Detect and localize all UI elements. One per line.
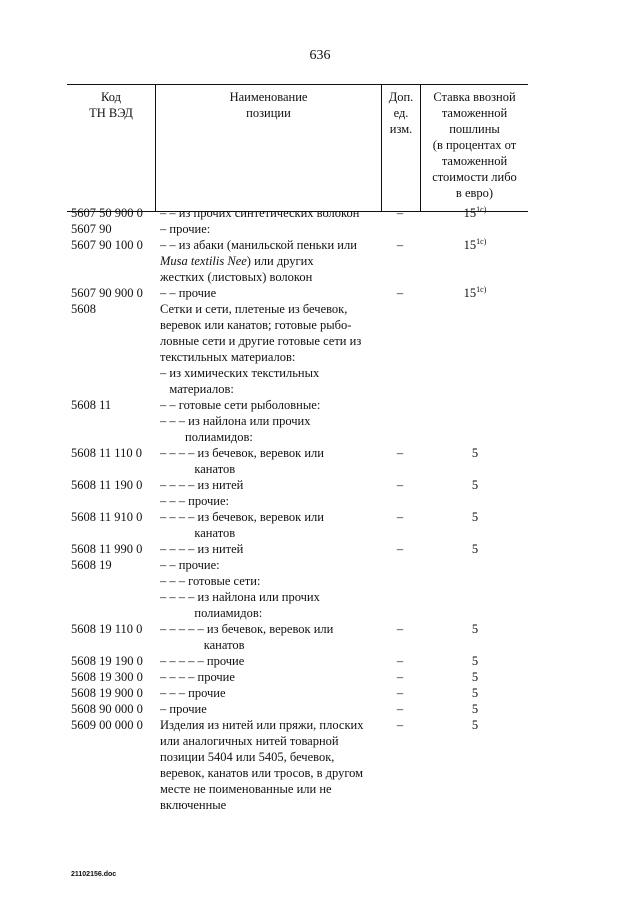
- row-rate: [422, 621, 528, 637]
- row-code: 5608 19 110 0: [71, 622, 143, 636]
- row-name: [160, 509, 375, 541]
- header-name: [156, 89, 381, 121]
- row-name-line: – – – прочие:: [160, 494, 229, 508]
- rate-value: 5: [471, 510, 479, 524]
- row-unit: –: [396, 718, 404, 732]
- table-row: [0, 573, 640, 589]
- rate-value: 15: [463, 286, 477, 300]
- row-unit: –: [396, 206, 404, 220]
- row-unit: –: [396, 478, 404, 492]
- header-name-line: позиции: [246, 106, 291, 120]
- table-row: [0, 685, 640, 701]
- table-row: [0, 301, 640, 397]
- rate-value: 5: [471, 622, 479, 636]
- rate-value: 5: [471, 686, 479, 700]
- row-name-line: – – – – – прочие: [160, 654, 245, 668]
- row-name: [160, 717, 375, 813]
- row-name-line: – – – – из бечевок, веревок или: [160, 510, 324, 524]
- rate-value: 5: [471, 702, 479, 716]
- row-name: [160, 621, 375, 653]
- row-name-line: Сетки и сети, плетеные из бечевок,: [160, 302, 348, 316]
- row-name-line: Изделия из нитей или пряжи, плоских: [160, 718, 364, 732]
- row-name-line: – прочие: [160, 702, 207, 716]
- table-row: [0, 541, 640, 557]
- header-code-line: Код: [101, 90, 121, 104]
- row-name-line: – прочие:: [160, 222, 211, 236]
- rate-value: 5: [471, 670, 479, 684]
- row-unit: –: [396, 446, 404, 460]
- header-code-line: ТН ВЭД: [89, 106, 133, 120]
- row-name-line: канатов: [160, 638, 245, 652]
- header-rate-line: в евро): [455, 186, 494, 200]
- rate-value: 5: [471, 654, 479, 668]
- row-name-line: полиамидов:: [160, 430, 253, 444]
- row-code: 5607 90 900 0: [71, 286, 143, 300]
- header-rate-line: таможенной: [441, 154, 508, 168]
- table-row: [0, 701, 640, 717]
- rate-value: 15: [463, 206, 477, 220]
- row-name-line: позиции 5404 или 5405, бечевок,: [160, 750, 335, 764]
- rate-value: 5: [471, 478, 479, 492]
- header-unit-line: Доп.: [388, 90, 414, 104]
- header-rate-line: пошлины: [449, 122, 500, 136]
- row-name-line: – – прочие: [160, 286, 217, 300]
- table-row: [0, 669, 640, 685]
- table-row: [0, 397, 640, 445]
- row-name-line: – – – – – из бечевок, веревок или: [160, 622, 334, 636]
- row-name-line: полиамидов:: [160, 606, 263, 620]
- table-row: [0, 717, 640, 813]
- row-name-line: – – – из найлона или прочих: [160, 414, 311, 428]
- row-name: [160, 221, 375, 237]
- header-rate-line: стоимости либо: [432, 170, 517, 184]
- row-unit: –: [396, 654, 404, 668]
- row-name: [160, 557, 375, 573]
- row-unit: –: [396, 702, 404, 716]
- row-unit: –: [396, 286, 404, 300]
- row-name-line: – – – – из найлона или прочих: [160, 590, 320, 604]
- row-code: 5608 11 110 0: [71, 446, 142, 460]
- row-name: [160, 237, 375, 285]
- row-name-line: веревок или канатов; готовые рыбо-: [160, 318, 352, 332]
- row-code: 5608: [71, 302, 96, 316]
- row-name: [160, 573, 375, 589]
- header-unit: [382, 89, 420, 137]
- row-code: 5608 19 300 0: [71, 670, 143, 684]
- row-name-line: Musa textilis Nee) или других: [160, 254, 314, 268]
- row-name-line: веревок, канатов или тросов, в другом: [160, 766, 364, 780]
- row-name: [160, 205, 375, 221]
- row-name-line: – – из абаки (манильской пеньки или: [160, 238, 357, 252]
- rate-footnote: 1c): [476, 237, 487, 246]
- row-code: 5609 00 000 0: [71, 718, 143, 732]
- row-unit: –: [396, 622, 404, 636]
- row-rate: [422, 541, 528, 557]
- row-rate: [422, 285, 528, 301]
- row-code: 5608 11 990 0: [71, 542, 143, 556]
- header-unit-line: ед.: [393, 106, 409, 120]
- rate-value: 5: [471, 718, 479, 732]
- row-name-line: включенные: [160, 798, 227, 812]
- row-rate: [422, 717, 528, 733]
- row-name: [160, 589, 375, 621]
- row-name: [160, 301, 375, 397]
- row-name-line: – – – – прочие: [160, 670, 235, 684]
- row-code: 5608 11 910 0: [71, 510, 143, 524]
- row-rate: [422, 205, 528, 221]
- row-rate: [422, 653, 528, 669]
- table-row: [0, 237, 640, 285]
- row-name-line: – – прочие:: [160, 558, 220, 572]
- header-name-line: Наименование: [229, 90, 308, 104]
- table-row: [0, 589, 640, 621]
- rate-value: 15: [463, 238, 477, 252]
- row-name-line: – – – прочие: [160, 686, 226, 700]
- rate-value: 5: [471, 446, 479, 460]
- row-unit: –: [396, 670, 404, 684]
- tariff-table-body: [0, 205, 640, 813]
- row-unit: –: [396, 542, 404, 556]
- row-name: [160, 653, 375, 669]
- table-row: [0, 477, 640, 493]
- row-code: 5608 90 000 0: [71, 702, 143, 716]
- row-unit: –: [396, 510, 404, 524]
- row-name: [160, 701, 375, 717]
- row-code: 5608 19: [71, 558, 112, 572]
- row-name: [160, 685, 375, 701]
- table-row: [0, 205, 640, 221]
- rate-footnote: 1c): [476, 285, 487, 294]
- row-name-line: – – – – из нитей: [160, 478, 244, 492]
- row-code: 5607 50 900 0: [71, 206, 143, 220]
- page-number: 636: [309, 48, 331, 63]
- table-row: [0, 557, 640, 573]
- table-row: [0, 493, 640, 509]
- row-code: 5607 90 100 0: [71, 238, 143, 252]
- row-name-line: текстильных материалов:: [160, 350, 296, 364]
- row-name-line: канатов: [160, 526, 236, 540]
- rate-value: 5: [471, 542, 479, 556]
- row-name-line: – – – – из бечевок, веревок или: [160, 446, 324, 460]
- header-rate-line: (в процентах от: [432, 138, 517, 152]
- row-unit: –: [396, 238, 404, 252]
- row-name: [160, 669, 375, 685]
- table-header: [67, 84, 528, 212]
- header-rate-line: Ставка ввозной: [433, 90, 516, 104]
- row-name-line: – – из прочих синтетических волокон: [160, 206, 360, 220]
- row-name-line: – – – – из нитей: [160, 542, 244, 556]
- row-rate: [422, 701, 528, 717]
- row-name: [160, 445, 375, 477]
- row-name-line: материалов:: [160, 382, 234, 396]
- row-rate: [422, 477, 528, 493]
- row-rate: [422, 669, 528, 685]
- table-row: [0, 445, 640, 477]
- header-unit-line: изм.: [389, 122, 413, 136]
- row-code: 5608 11: [71, 398, 112, 412]
- row-unit: –: [396, 686, 404, 700]
- file-name: 21102156.doc: [71, 871, 117, 878]
- row-code: 5608 11 190 0: [71, 478, 143, 492]
- rate-footnote: 1c): [476, 205, 487, 214]
- row-name-line: или аналогичных нитей товарной: [160, 734, 339, 748]
- row-code: 5607 90: [71, 222, 112, 236]
- table-row: [0, 509, 640, 541]
- row-rate: [422, 237, 528, 253]
- row-name: [160, 493, 375, 509]
- row-name-line: месте не поименованные или не: [160, 782, 332, 796]
- row-name-line: – из химических текстильных: [160, 366, 320, 380]
- row-name-line: – – – готовые сети:: [160, 574, 261, 588]
- row-code: 5608 19 900 0: [71, 686, 143, 700]
- row-name: [160, 541, 375, 557]
- table-row: [0, 653, 640, 669]
- row-code: 5608 19 190 0: [71, 654, 143, 668]
- row-rate: [422, 685, 528, 701]
- row-name-line: жестких (листовых) волокон: [160, 270, 313, 284]
- table-row: [0, 621, 640, 653]
- header-rate: [421, 89, 528, 201]
- row-name: [160, 397, 375, 445]
- row-name-line: – – готовые сети рыболовные:: [160, 398, 321, 412]
- row-rate: [422, 509, 528, 525]
- row-name-line: канатов: [160, 462, 236, 476]
- row-name-line: ловные сети и другие готовые сети из: [160, 334, 362, 348]
- table-row: [0, 221, 640, 237]
- table-row: [0, 285, 640, 301]
- header-code: [67, 89, 155, 121]
- row-rate: [422, 445, 528, 461]
- header-rate-line: таможенной: [441, 106, 508, 120]
- row-name: [160, 285, 375, 301]
- row-name: [160, 477, 375, 493]
